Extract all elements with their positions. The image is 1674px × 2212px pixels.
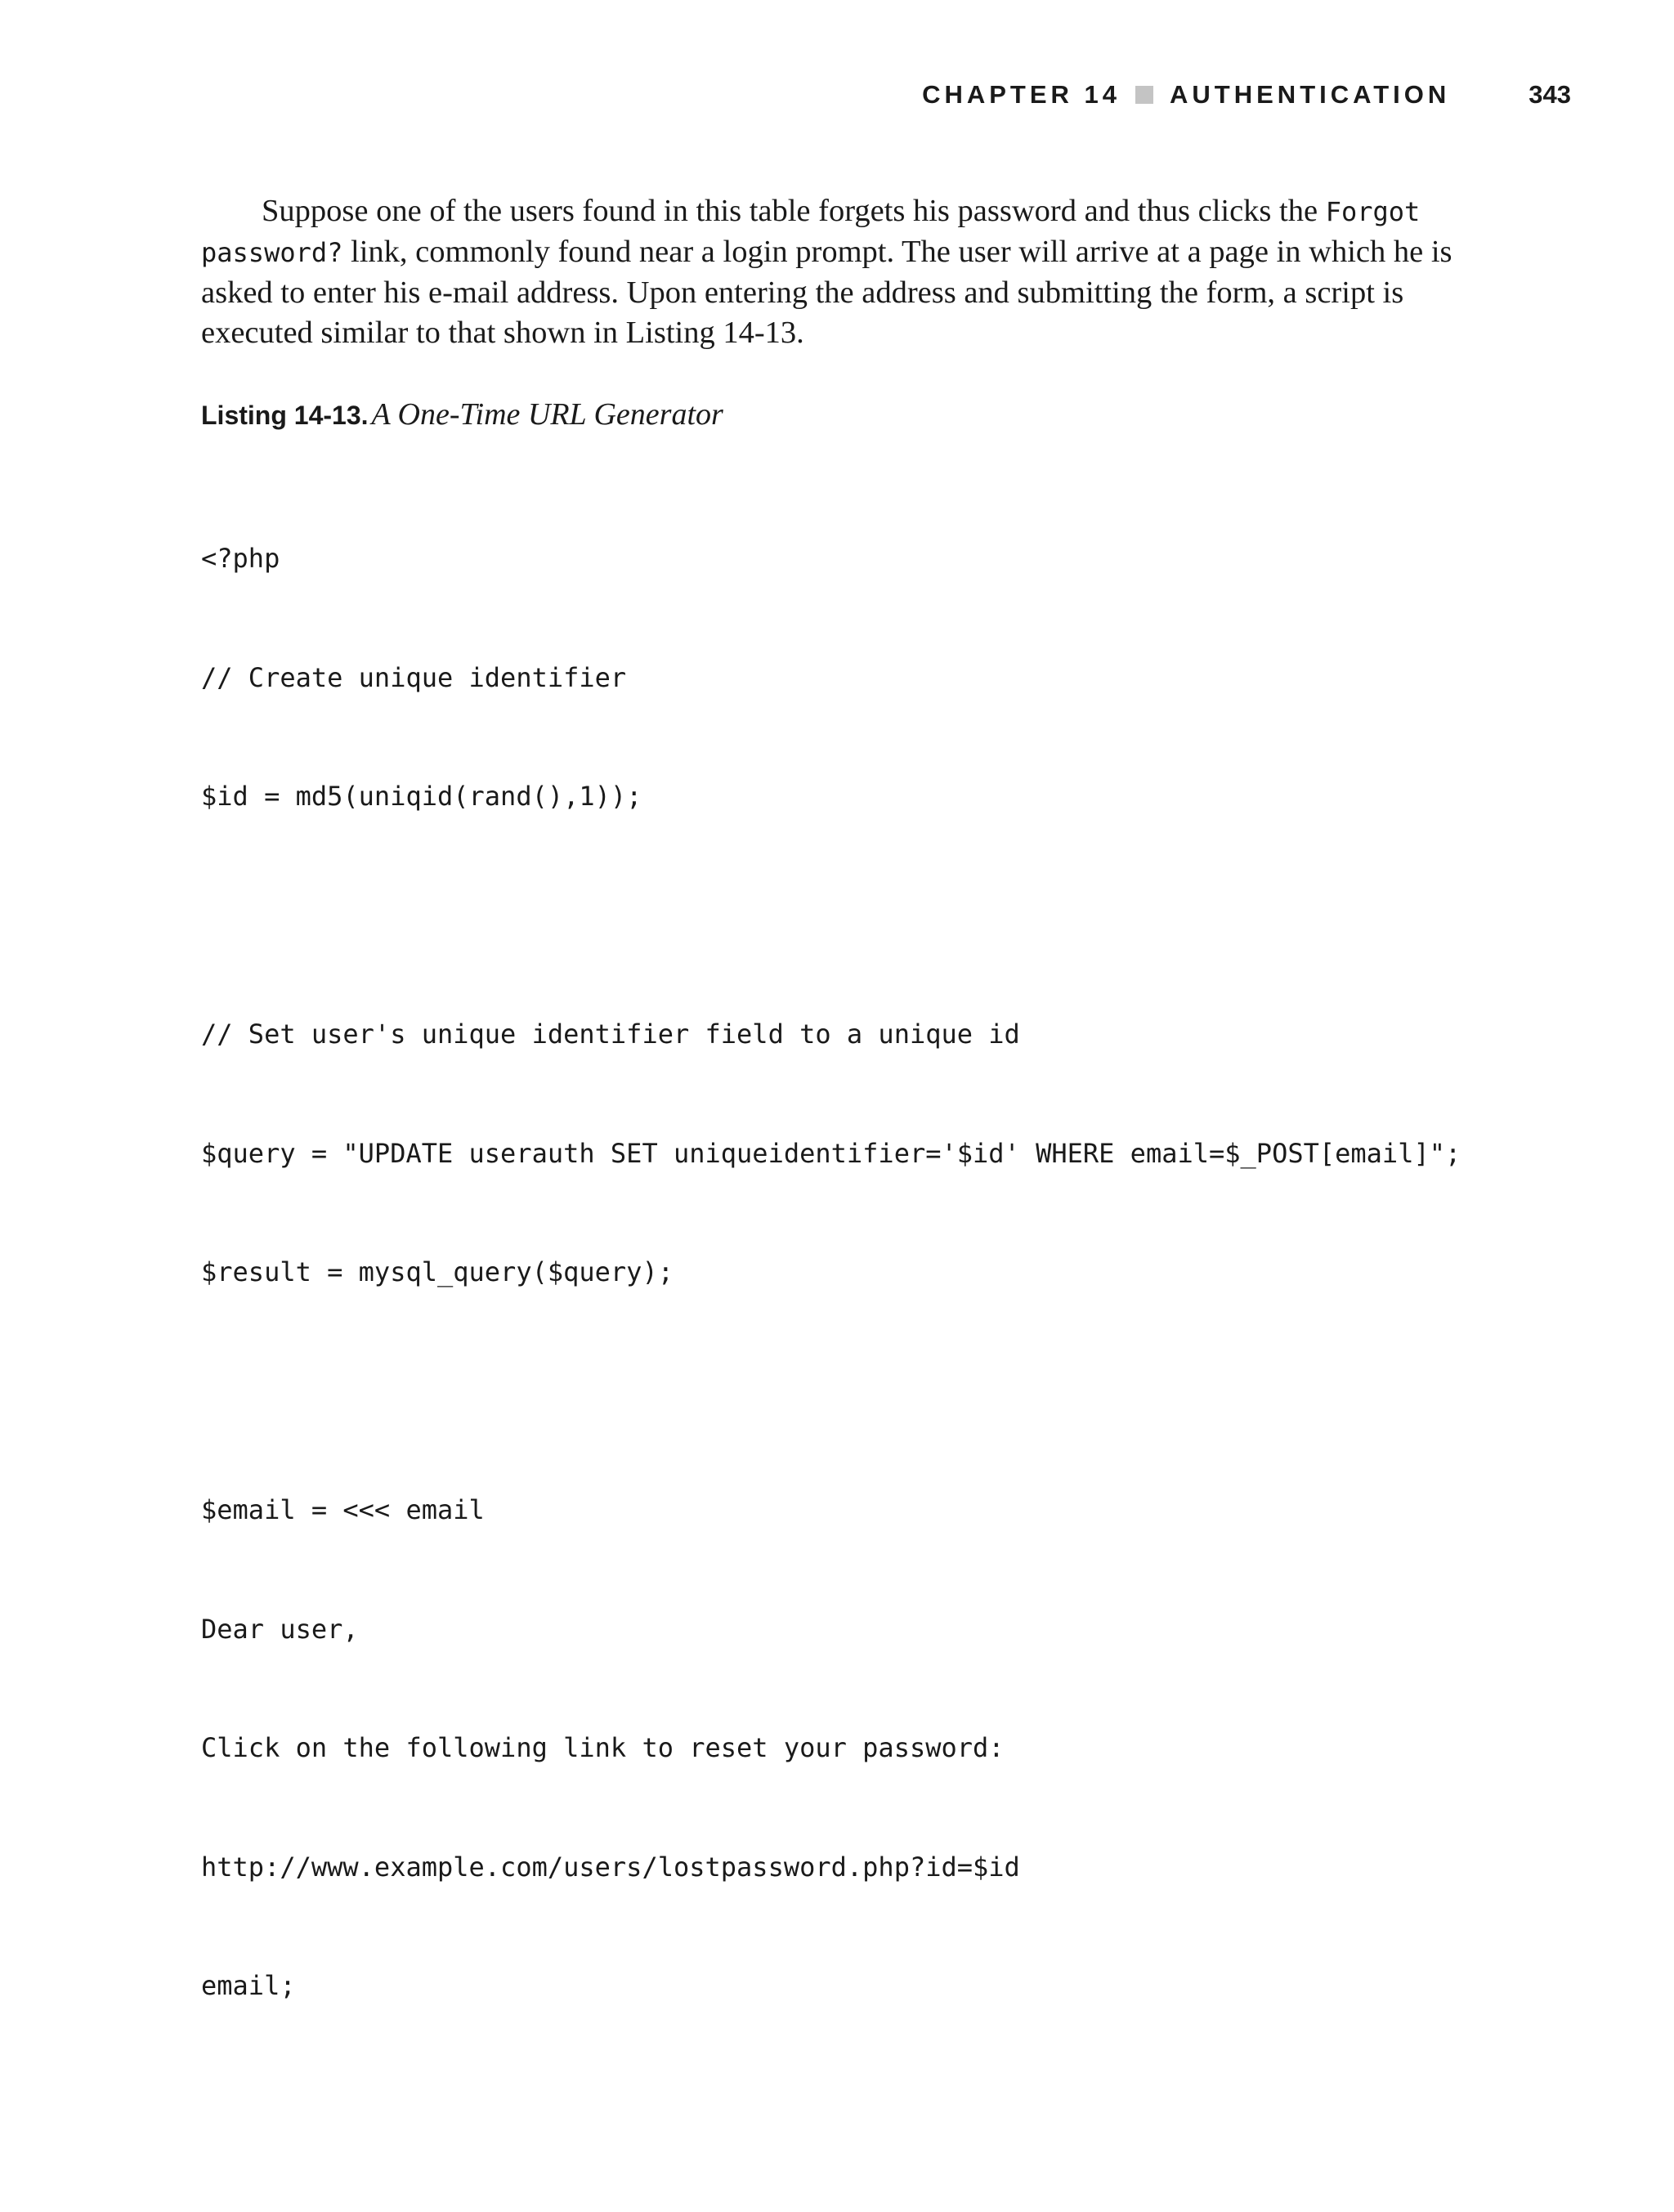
- running-head: [922, 80, 1571, 110]
- paragraph-text-2: link, commonly found near a login prompt. The user will arrive at a page in which he is asked to enter his e-mail address. Upon entering the address and submitting the form, a script is executed similar to that shown in Listing 14-13.: [201, 235, 1452, 350]
- code-line: // Set user's unique identifier field to a unique id: [201, 1019, 1020, 1050]
- code-line: <?php: [201, 543, 280, 574]
- separator-square-icon: [1135, 86, 1153, 104]
- code-line: email;: [201, 1970, 296, 2001]
- code-line: $id = md5(uniqid(rand(),1));: [201, 781, 642, 812]
- body-paragraph: [201, 191, 1476, 353]
- code-line: $result = mysql_query($query);: [201, 1256, 674, 1287]
- code-line: http://www.example.com/users/lostpassword.php?id=$id: [201, 1851, 1020, 1883]
- listing-title: A One-Time URL Generator: [371, 397, 723, 432]
- code-listing: [201, 459, 1461, 2085]
- code-line: Click on the following link to reset your password:: [201, 1732, 1005, 1763]
- code-line-blank: [201, 1372, 1461, 1412]
- code-line: $query = "UPDATE userauth SET uniqueidentifier='$id' WHERE email=$_POST[email]";: [201, 1137, 1461, 1169]
- chapter-label: CHAPTER 14: [922, 80, 1121, 109]
- paragraph-text-1: Suppose one of the users found in this table forgets his password and thus clicks the: [262, 194, 1326, 228]
- page-number: 343: [1529, 80, 1571, 109]
- code-line: // Create unique identifier: [201, 661, 627, 693]
- section-label: AUTHENTICATION: [1170, 80, 1451, 109]
- code-line-blank: [201, 896, 1461, 936]
- listing-label: Listing 14-13.: [201, 401, 369, 430]
- inline-code-forgot-password: Forgot password?: [201, 196, 1421, 268]
- code-line: Dear user,: [201, 1613, 359, 1645]
- listing-caption: [201, 396, 723, 432]
- code-line: $email = <<< email: [201, 1494, 485, 1525]
